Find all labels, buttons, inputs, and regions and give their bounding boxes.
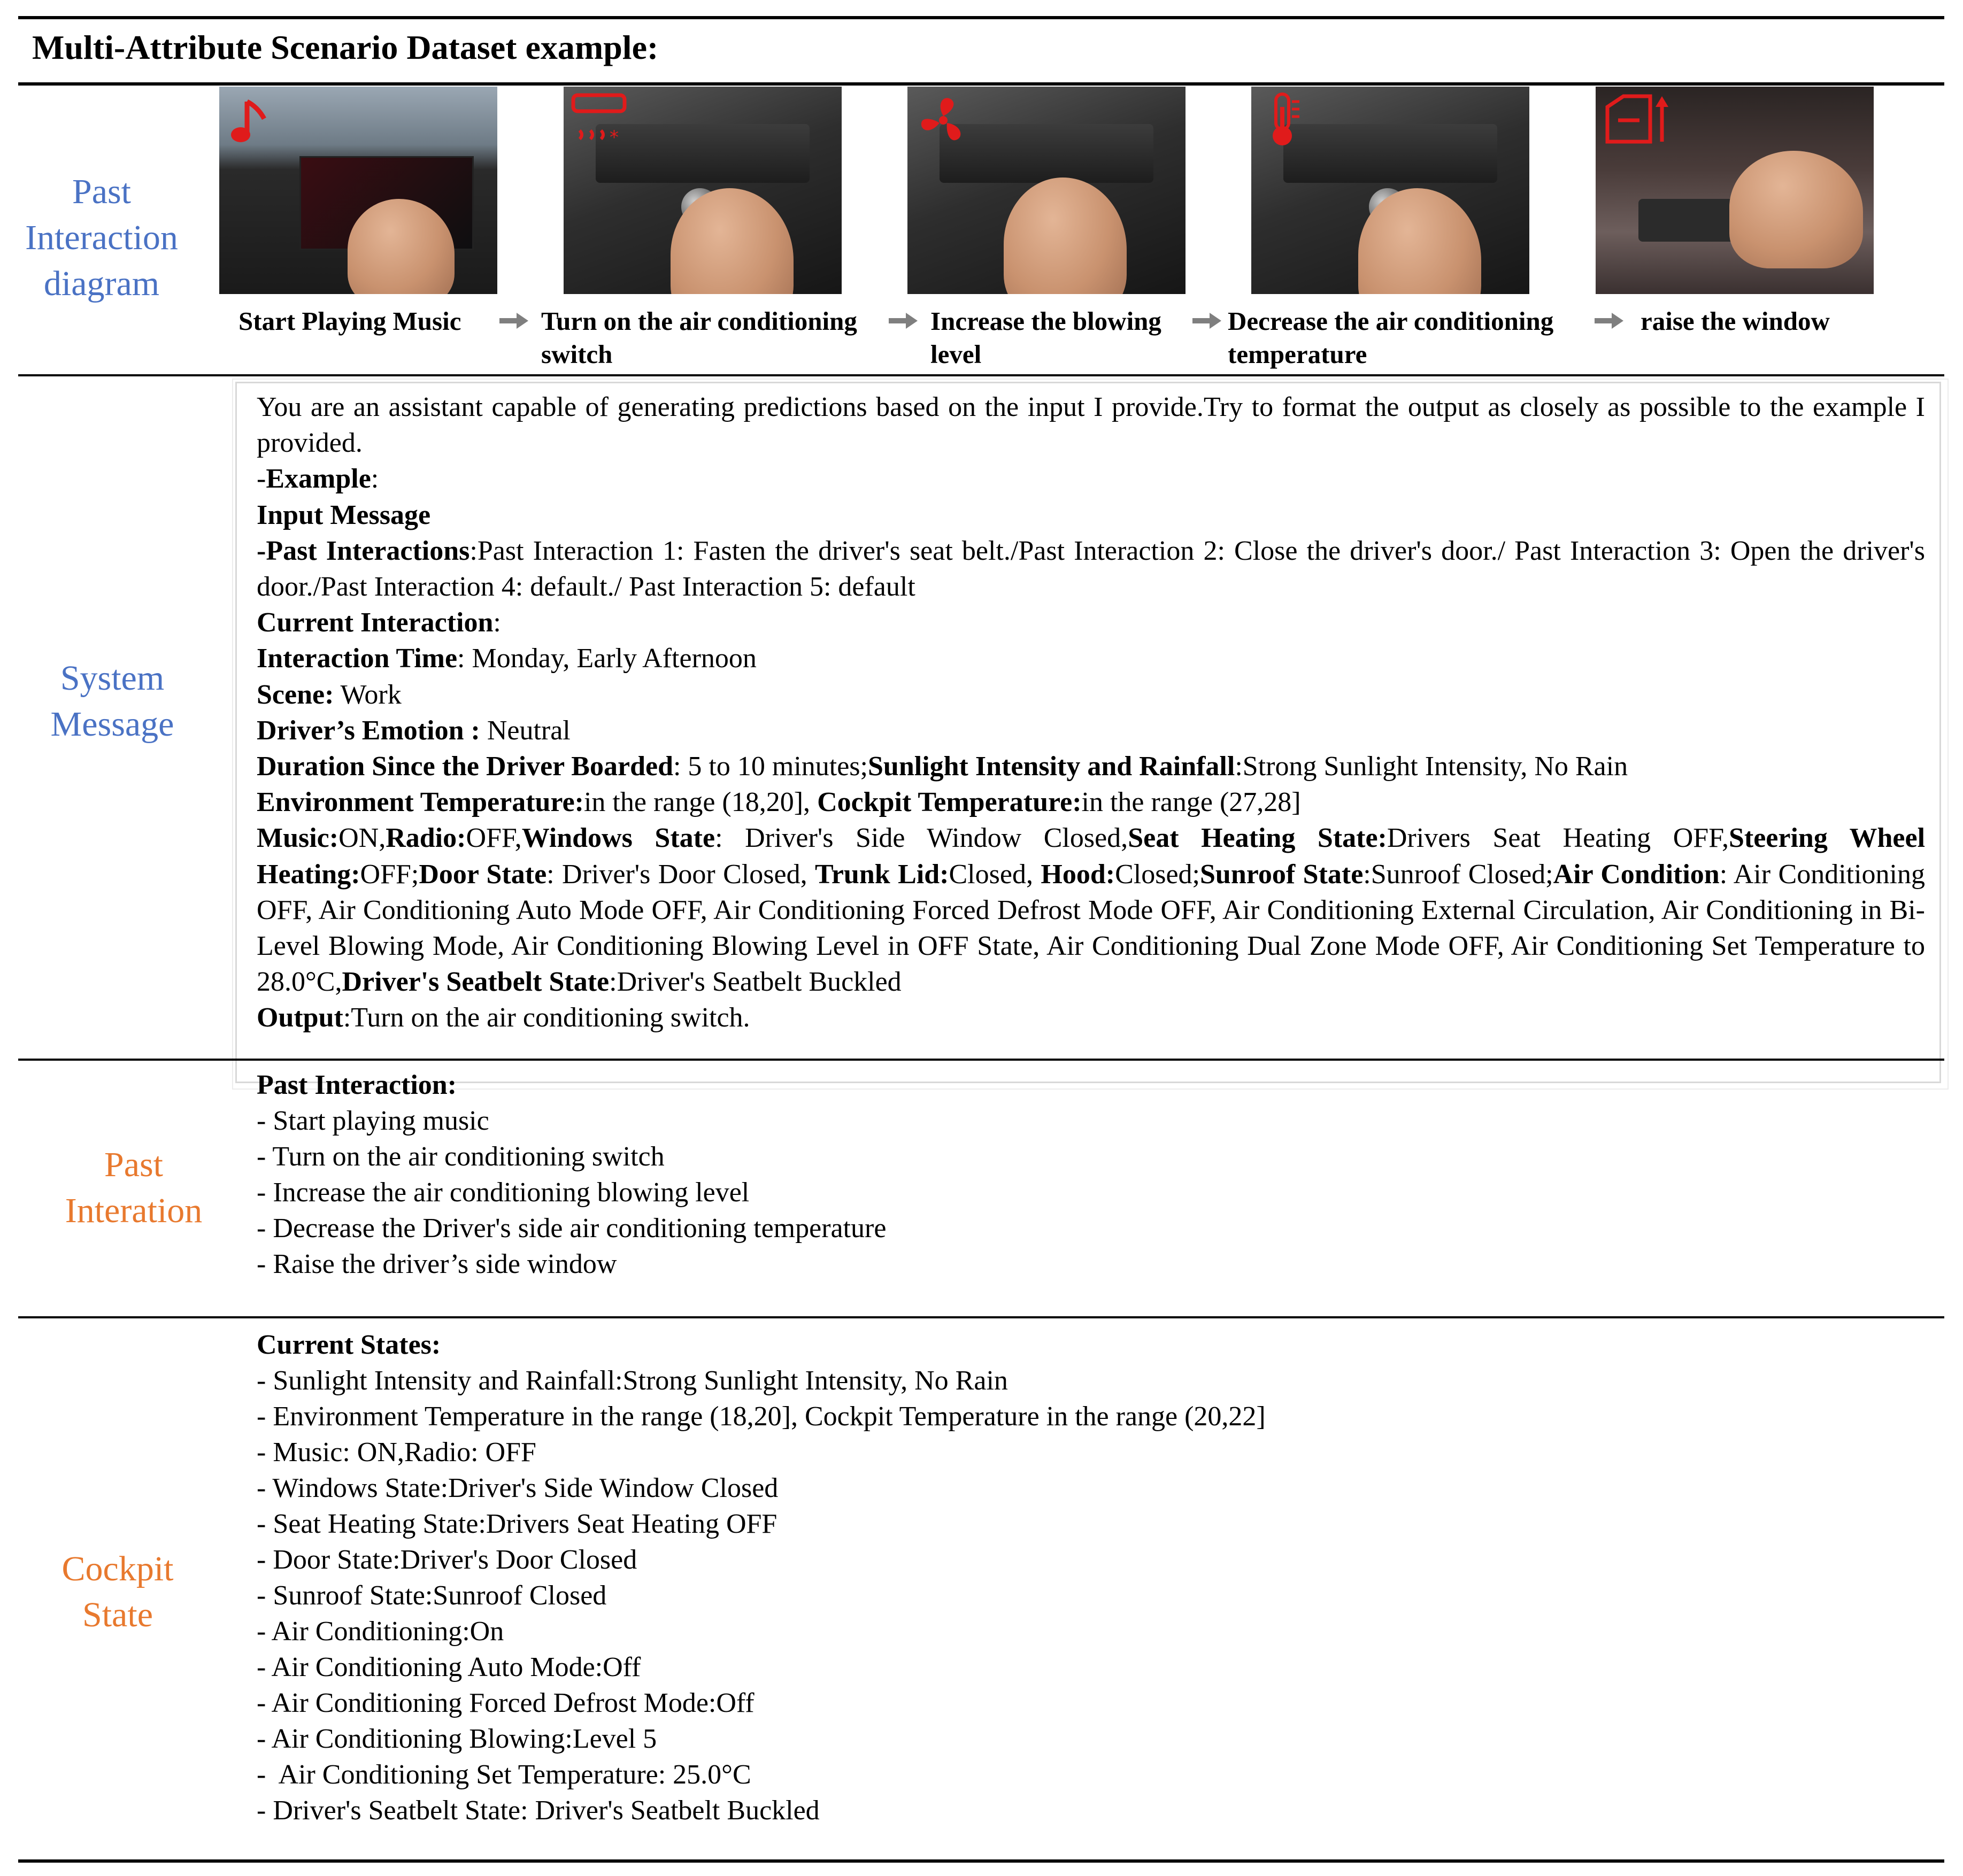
row-rule — [18, 1316, 1944, 1318]
system-message-text — [257, 389, 1925, 1036]
step-label-line: Turn on the air conditioning — [541, 306, 857, 336]
step-label-line: Start Playing Music — [238, 306, 461, 336]
step-label-line: Decrease the air conditioning — [1228, 306, 1554, 336]
row-label-line: Message — [50, 705, 174, 744]
list-item: - Seat Heating State:Drivers Seat Heating OFF — [257, 1509, 777, 1539]
music-note-icon — [226, 91, 284, 150]
list-item: - Start playing music — [257, 1106, 489, 1136]
cockpit-state-list — [257, 1327, 1266, 1828]
list-item: - Music: ON,Radio: OFF — [257, 1437, 536, 1468]
step-label-line: Increase the blowing — [930, 306, 1161, 336]
svg-text:*: * — [610, 127, 619, 148]
sys-text: Drivers Seat Heating OFF, — [1387, 823, 1729, 854]
sys-text: :Strong Sunlight Intensity, No Rain — [1235, 751, 1628, 782]
thumbnail-temperature — [1251, 87, 1529, 294]
sys-text: Work — [334, 679, 402, 710]
list-item: - Raise the driver’s side window — [257, 1249, 617, 1279]
row-label-line: State — [82, 1595, 153, 1634]
sys-key: Environment Temperature: — [257, 787, 584, 818]
row-label-line: Interaction — [25, 218, 178, 257]
sys-key: Door State — [419, 859, 547, 890]
sys-text: Closed, — [949, 859, 1041, 890]
sys-text: : Driver's Side Window Closed, — [715, 823, 1128, 854]
sys-key: Current Interaction — [257, 607, 494, 638]
bottom-rule — [18, 1859, 1944, 1863]
row-label-line: System — [60, 659, 165, 698]
document-title: Multi-Attribute Scenario Dataset example: — [32, 28, 659, 66]
sys-key: Driver's Seatbelt State — [342, 967, 610, 998]
sys-duration-line — [257, 748, 1925, 784]
sys-key: Steering Wheel Heating: — [257, 823, 1926, 890]
sys-key: Trunk Lid: — [815, 859, 949, 890]
sys-text: :Turn on the air conditioning switch. — [343, 1002, 750, 1033]
sys-key: Windows State — [521, 823, 715, 854]
list-item: - Air Conditioning:On — [257, 1616, 504, 1647]
sys-key: Input Message — [257, 499, 431, 530]
list-item: - Air Conditioning Forced Defrost Mode:Off — [257, 1688, 755, 1718]
past-interaction-list — [257, 1067, 886, 1282]
sys-output-line — [257, 1000, 1925, 1036]
sys-text: Neutral — [480, 715, 571, 746]
sys-temperature-line — [257, 784, 1925, 820]
sys-key: Cockpit Temperature: — [817, 787, 1082, 818]
step-label — [1228, 305, 1553, 371]
row-label-line: Cockpit — [61, 1549, 174, 1588]
thumbnail-blowing-level — [907, 87, 1186, 294]
sys-scene-line — [257, 677, 1925, 713]
sys-input-message — [257, 497, 1925, 533]
sys-text: : 5 to 10 minutes; — [673, 751, 868, 782]
sys-text: - — [257, 464, 266, 495]
list-item: - Air Conditioning Blowing:Level 5 — [257, 1724, 657, 1754]
sys-text: :Past Interaction 1: Fasten the driver's seat belt./Past Interaction 2: Close the driver's door./ Past Interaction 3: Open the driver's door./Past Interaction 4: default./ Past Interaction 5: default — [257, 535, 1925, 603]
step-label-line: raise the window — [1641, 306, 1830, 336]
hand-image — [1729, 151, 1863, 268]
sys-key: Example — [266, 464, 371, 495]
list-item: - Environment Temperature in the range (18,20], Cockpit Temperature in the range (20,22] — [257, 1401, 1266, 1432]
sys-key: Hood: — [1041, 859, 1115, 890]
row-label-cockpit-state — [32, 1546, 203, 1638]
ac-heat-icon — [570, 91, 629, 150]
step-label-line: switch — [541, 339, 613, 369]
row-label-line: diagram — [43, 264, 160, 303]
list-heading: Past Interaction: — [257, 1070, 457, 1100]
sys-key: Interaction Time — [257, 643, 458, 674]
row-rule — [18, 1059, 1944, 1061]
row-rule — [18, 374, 1944, 376]
top-rule — [18, 16, 1944, 19]
sys-current-line — [257, 605, 1925, 640]
sys-text: : Driver's Door Closed, — [546, 859, 815, 890]
sys-text: : — [371, 464, 379, 495]
row-label-past-interaction — [48, 1142, 219, 1234]
header-rule — [18, 82, 1944, 86]
thermometer-icon — [1258, 91, 1317, 150]
row-label-past-diagram — [16, 169, 187, 307]
row-label-system-message — [27, 655, 198, 747]
sys-text: in the range (18,20], — [583, 787, 818, 818]
sys-key: Driver’s Emotion : — [257, 715, 480, 746]
sys-text: : Air Conditioning OFF, Air Conditioning Auto Mode OFF, Air Conditioning Forced Defrost Mode OFF, Air Conditioning External Circulation, Air Conditioning in Bi-Level Blowing Mode, Air Conditioning Blowing Level in OFF State, Air Conditioning Dual Zone Mode OFF, Air Conditioning Set Temperature to 28.0°C, — [257, 859, 1925, 998]
list-item: - Turn on the air conditioning switch — [257, 1141, 665, 1172]
sys-key: -Past Interactions — [257, 535, 470, 566]
sys-states-paragraph — [257, 820, 1925, 1000]
step-label — [238, 305, 461, 338]
step-label-line: temperature — [1228, 339, 1367, 369]
list-item: - Sunroof State:Sunroof Closed — [257, 1580, 607, 1611]
sys-key: Output — [257, 1002, 343, 1033]
arrow-right-icon — [1594, 312, 1625, 330]
sys-key: Music: — [257, 823, 339, 854]
arrow-right-icon — [1191, 312, 1222, 330]
sys-text: : — [493, 607, 501, 638]
sys-example-line — [257, 461, 1925, 497]
sys-key: Radio: — [386, 823, 466, 854]
list-item: - Increase the air conditioning blowing level — [257, 1177, 750, 1208]
list-heading: Current States: — [257, 1330, 441, 1360]
sys-key: Seat Heating State: — [1128, 823, 1387, 854]
sys-key: Scene: — [257, 679, 334, 710]
row-label-line: Past — [72, 172, 132, 211]
list-item: - Air Conditioning Auto Mode:Off — [257, 1652, 641, 1682]
sys-text: in the range (27,28] — [1081, 787, 1301, 818]
list-item: - Windows State:Driver's Side Window Closed — [257, 1473, 779, 1503]
fan-icon — [914, 91, 973, 150]
step-label-line: level — [930, 339, 982, 369]
sys-key: Air Condition — [1553, 859, 1720, 890]
sys-text: :Driver's Seatbelt Buckled — [609, 967, 902, 998]
step-label — [541, 305, 857, 371]
sys-text: OFF, — [466, 823, 522, 854]
thumbnail-raise-window — [1596, 87, 1874, 294]
list-item: - Air Conditioning Set Temperature: 25.0°C — [257, 1759, 751, 1790]
sys-key: Sunlight Intensity and Rainfall — [867, 751, 1235, 782]
row-label-line: Interation — [65, 1191, 203, 1230]
thumbnail-ac-switch — [564, 87, 842, 294]
sys-text: ON, — [338, 823, 386, 854]
sys-text: Closed; — [1115, 859, 1200, 890]
list-item: - Sunlight Intensity and Rainfall:Strong Sunlight Intensity, No Rain — [257, 1365, 1008, 1396]
sys-past-line — [257, 533, 1925, 605]
window-up-icon — [1602, 91, 1672, 150]
arrow-right-icon — [888, 312, 919, 330]
list-item: - Driver's Seatbelt State: Driver's Seatbelt Buckled — [257, 1795, 820, 1826]
sys-key: Sunroof State — [1199, 859, 1364, 890]
sys-intro: You are an assistant capable of generating predictions based on the input I provide.Try to format the output as closely as possible to the example I provided. — [257, 392, 1925, 459]
list-item: - Door State:Driver's Door Closed — [257, 1545, 637, 1575]
thumbnail-start-music — [219, 87, 497, 294]
sys-key: Duration Since the Driver Boarded — [257, 751, 673, 782]
arrow-right-icon — [498, 312, 529, 330]
sys-text: OFF; — [360, 859, 419, 890]
row-label-line: Past — [104, 1145, 164, 1184]
sys-emotion-line — [257, 713, 1925, 748]
list-item: - Decrease the Driver's side air conditioning temperature — [257, 1213, 887, 1244]
sys-text: : Monday, Early Afternoon — [457, 643, 757, 674]
step-label — [930, 305, 1161, 371]
sys-time-line — [257, 640, 1925, 676]
sys-text: :Sunroof Closed; — [1363, 859, 1553, 890]
hand-image — [1004, 177, 1127, 294]
step-label — [1641, 305, 1830, 338]
